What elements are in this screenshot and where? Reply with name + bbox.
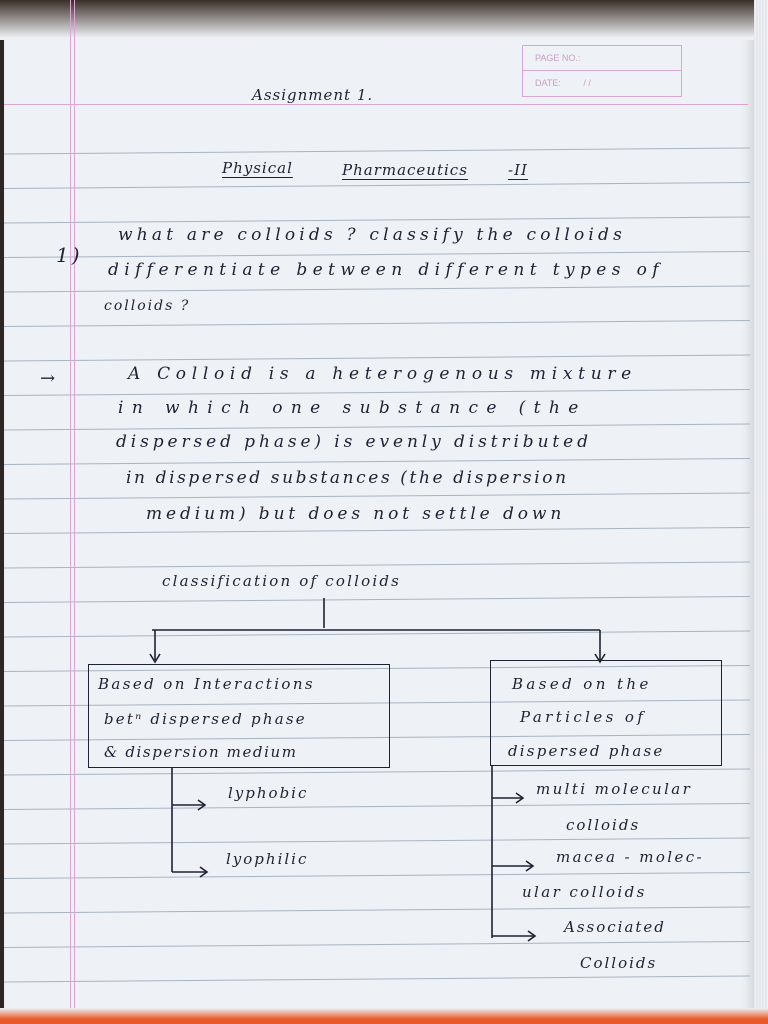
- right-box-line-1: Based on the: [512, 675, 652, 693]
- right-box-line-3: dispersed phase: [508, 742, 665, 760]
- answer-line-3: dispersed phase) is evenly distributed: [116, 432, 592, 452]
- right-item-3: macea - molec-: [556, 848, 704, 866]
- right-box-line-2: Particles of: [520, 708, 647, 726]
- desk-edge: [0, 1008, 768, 1024]
- assignment-title: Assignment 1.: [252, 86, 374, 104]
- question-line-1: what are colloids ? classify the colloids: [118, 225, 627, 245]
- left-box-line-3: & dispersion medium: [104, 743, 298, 761]
- answer-line-4: in dispersed substances (the dispersion: [126, 468, 569, 488]
- answer-line-1: A Colloid is a heterogenous mixture: [128, 364, 637, 384]
- date-value: / /: [583, 78, 591, 88]
- right-item-2: colloids: [566, 816, 641, 834]
- left-box-line-1: Based on Interactions: [98, 675, 315, 693]
- subject-part-2: Pharmaceutics: [342, 161, 468, 179]
- lyophilic-label: lyophilic: [226, 850, 309, 868]
- question-line-2: differentiate between different types of: [108, 260, 664, 280]
- diagram-title: classification of colloids: [162, 572, 402, 590]
- question-line-3: colloids ?: [104, 298, 191, 314]
- lyphobic-label: lyphobic: [228, 784, 309, 802]
- subject-part-3: -II: [508, 161, 528, 179]
- right-item-4: ular colloids: [522, 883, 647, 901]
- left-box-line-2: betⁿ dispersed phase: [104, 710, 307, 728]
- question-number: 1): [56, 243, 83, 267]
- page-no-label: PAGE NO.:: [535, 53, 581, 63]
- date-label: DATE:: [535, 78, 561, 88]
- answer-line-5: medium) but does not settle down: [146, 504, 566, 524]
- answer-arrow: →: [40, 368, 59, 389]
- subject-part-1: Physical: [222, 159, 293, 177]
- right-item-1: multi molecular: [536, 780, 693, 798]
- answer-line-2: in which one substance (the: [118, 398, 587, 418]
- right-item-5: Associated: [564, 918, 666, 936]
- right-item-6: Colloids: [580, 954, 658, 972]
- page-stack-edge: [754, 0, 768, 1024]
